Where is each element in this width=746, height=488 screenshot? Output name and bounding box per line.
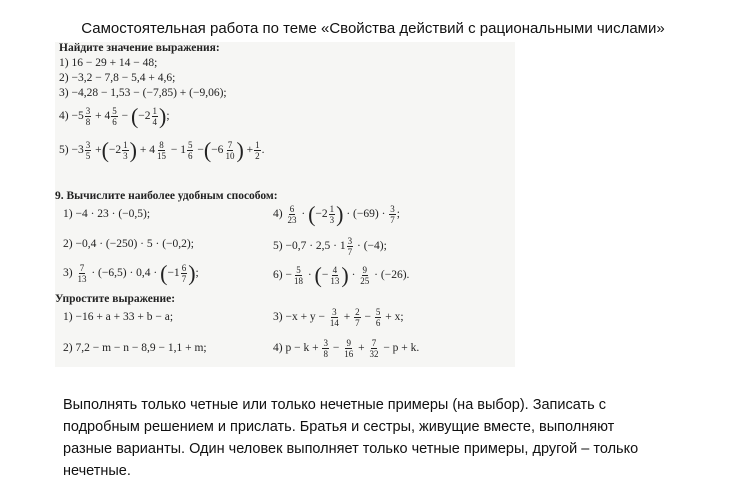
task3-item-4: 4) p − k + $\frac{3}{8}$ − $\frac{9}{16}$ + $\frac{7}{32}$ − p + k. [273, 338, 420, 359]
task3-item-3: 3) −x + y − $\frac{3}{14}$ + $\frac{2}{7}$ − $\frac{5}{6}$ + x; [273, 307, 404, 328]
task2-heading: 9. Вычислите наиболее удобным способом: [55, 190, 278, 202]
task3-heading: Упростите выражение: [55, 293, 176, 305]
task1-item-1: 1) 16 − 29 + 14 − 48; [59, 57, 158, 69]
instructions-line-1: Выполнять только четные или только нечетные примеры (на выбор). Записать с [63, 397, 606, 413]
task3-item-2: 2) 7,2 − m − n − 8,9 − 1,1 + m; [63, 342, 207, 354]
instructions-line-2: подробным решением и прислать. Братья и сестры, живущие вместе, выполняют [63, 419, 615, 435]
task2-item-2: 2) −0,4 · (−250) · 5 · (−0,2); [63, 238, 194, 250]
task2-item-1: 1) −4 · 23 · (−0,5); [63, 208, 151, 220]
task2-item-5: 5) −0,7 · 2,5 · 1 $\frac{3}{7}$ · (−4); [273, 236, 387, 257]
task1-heading: Найдите значение выражения: [59, 42, 220, 54]
task1-item-2: 2) −3,2 − 7,8 − 5,4 + 4,6; [59, 72, 176, 84]
task1-item-4: 4) −5 $\frac{3}{8}$ + 4 $\frac{5}{6}$ − (−2 $\frac{1}{4}$ ); [59, 103, 170, 129]
page-title: Самостоятельная работа по теме «Свойства действий с рациональными числами» [81, 20, 665, 37]
instructions-line-3: разные варианты. Один человек выполняет только четные примеры, другой – только [63, 441, 639, 457]
task2-item-6: 6) − $\frac{5}{18}$ · (− $\frac{4}{13}$ ) · $\frac{9}{25}$ · (−26). [273, 262, 410, 288]
instructions-text [63, 394, 703, 482]
scanned-exercises [55, 42, 515, 367]
instructions-line-4: нечетные. [63, 463, 131, 479]
task2-item-3: 3) $\frac{7}{13}$ · (−6,5) · 0,4 · (−1 $\frac{6}{7}$ ); [63, 260, 199, 286]
task1-item-5: 5) −3 $\frac{3}{5}$ +(−2 $\frac{1}{3}$ ) + 4 $\frac{8}{15}$ − 1 $\frac{5}{6}$ −(−6 $\frac{7}{10}$ ) + $\frac{1}{2}$ . [59, 137, 265, 163]
task2-item-4: 4) $\frac{6}{23}$ · (−2 $\frac{1}{3}$ ) · (−69) · $\frac{3}{7}$ ; [273, 201, 400, 227]
task1-item-3: 3) −4,28 − 1,53 − (−7,85) + (−9,06); [59, 87, 227, 99]
task3-item-1: 1) −16 + a + 33 + b − a; [63, 311, 174, 323]
